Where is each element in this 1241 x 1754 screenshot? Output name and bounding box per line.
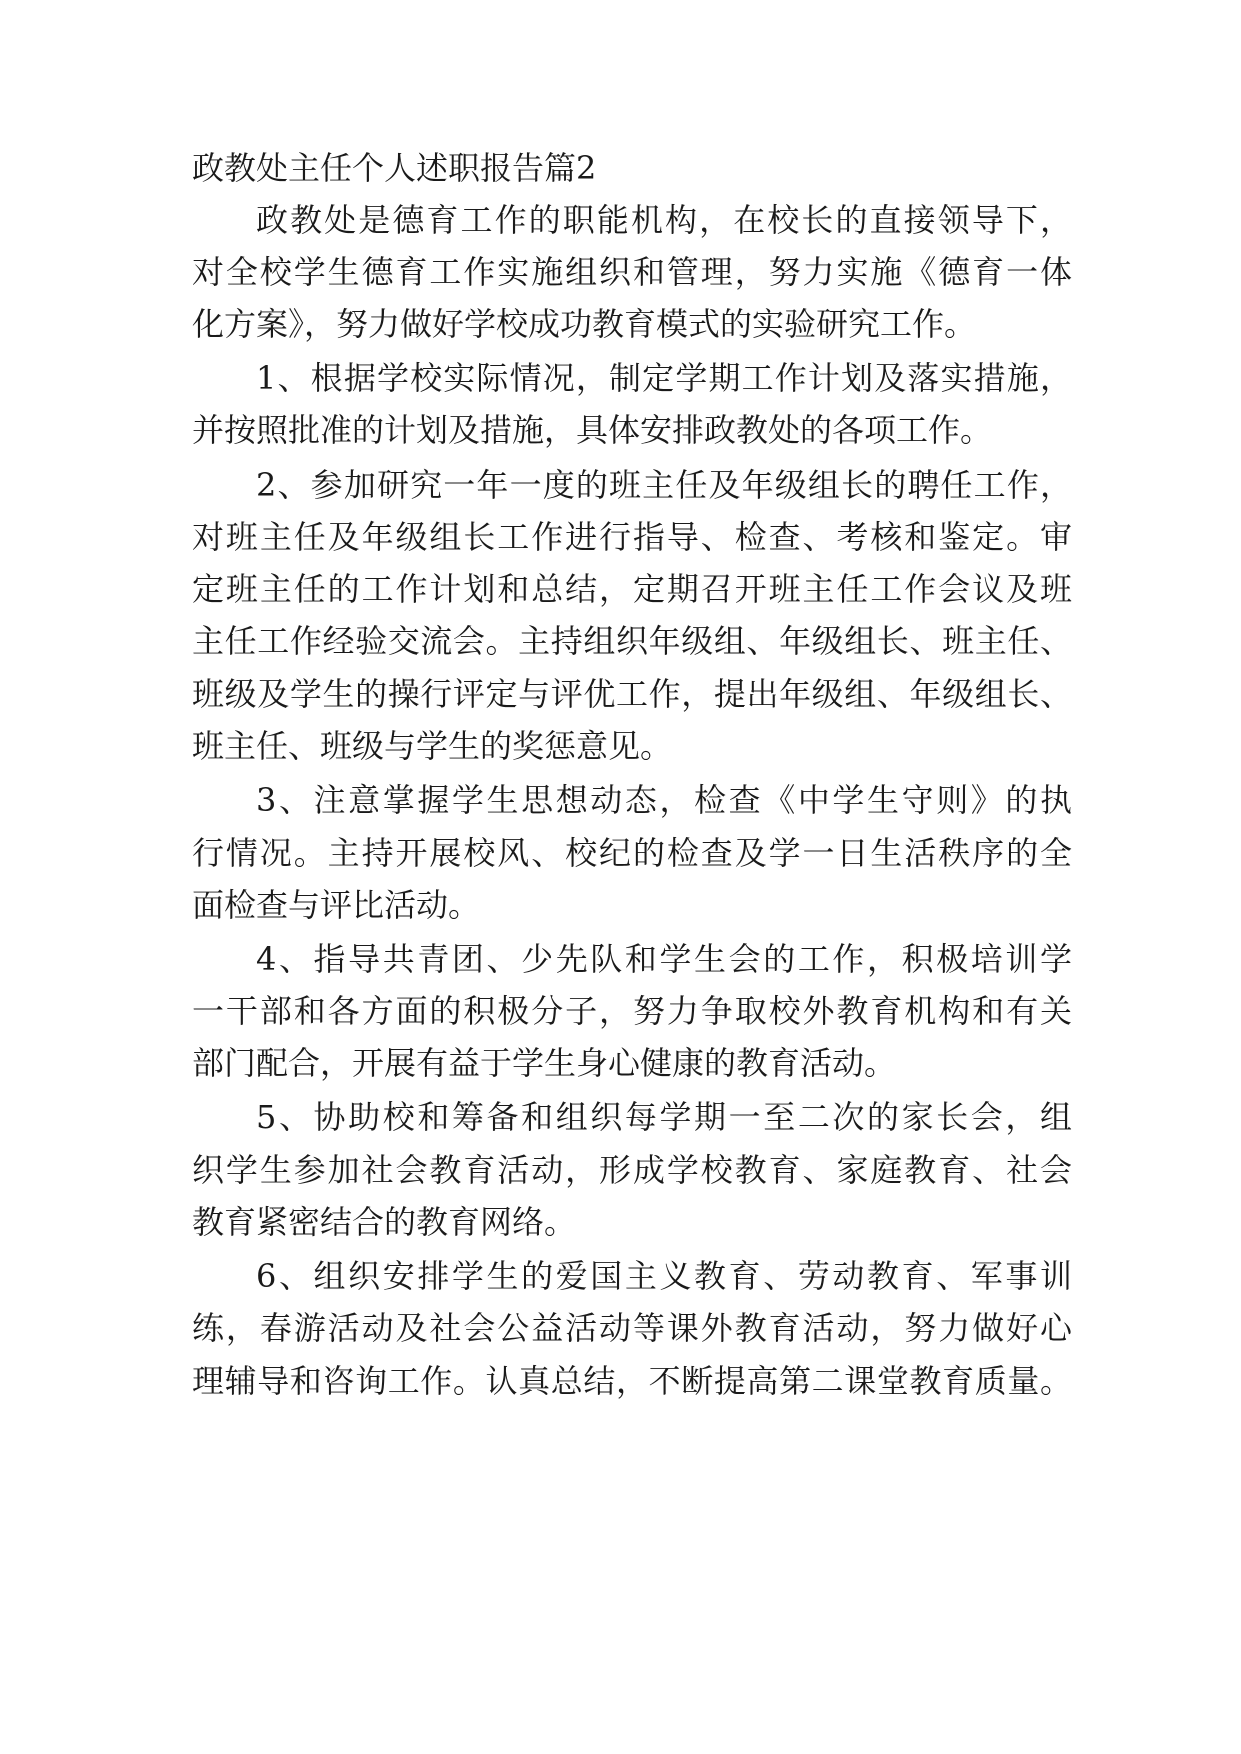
- paragraph-line: 对班主任及年级组长工作进行指导、检查、考核和鉴定。审: [192, 518, 1072, 556]
- paragraph-line: 一干部和各方面的积极分子，努力争取校外教育机构和有关: [192, 992, 1072, 1030]
- paragraph-line: 部门配合，开展有益于学生身心健康的教育活动。: [192, 1044, 897, 1082]
- paragraph-line: 织学生参加社会教育活动，形成学校教育、家庭教育、社会: [192, 1151, 1072, 1189]
- paragraph-line: 4、指导共青团、少先队和学生会的工作，积极培训学: [256, 940, 1072, 978]
- paragraph-line: 班主任、班级与学生的奖惩意见。: [192, 727, 673, 765]
- paragraph-line: 对全校学生德育工作实施组织和管理，努力实施《德育一体: [192, 253, 1072, 291]
- paragraph-line: 主任工作经验交流会。主持组织年级组、年级组长、班主任、: [192, 622, 1072, 660]
- paragraph-line: 3、注意掌握学生思想动态，检查《中学生守则》的执: [256, 781, 1072, 819]
- paragraph-line: 1、根据学校实际情况，制定学期工作计划及落实措施，: [256, 359, 1072, 397]
- paragraph-line: 理辅导和咨询工作。认真总结，不断提高第二课堂教育质量。: [192, 1362, 1072, 1400]
- paragraph-line: 行情况。主持开展校风、校纪的检查及学一日生活秩序的全: [192, 834, 1072, 872]
- paragraph-line: 面检查与评比活动。: [192, 886, 481, 924]
- paragraph-line: 政教处是德育工作的职能机构，在校长的直接领导下，: [256, 201, 1072, 239]
- paragraph-line: 教育紧密结合的教育网络。: [192, 1203, 577, 1241]
- paragraph-line: 6、组织安排学生的爱国主义教育、劳动教育、军事训: [256, 1257, 1072, 1295]
- paragraph-line: 5、协助校和筹备和组织每学期一至二次的家长会，组: [256, 1098, 1072, 1136]
- paragraph-line: 定班主任的工作计划和总结，定期召开班主任工作会议及班: [192, 570, 1072, 608]
- paragraph-line: 班级及学生的操行评定与评优工作，提出年级组、年级组长、: [192, 675, 1072, 713]
- paragraph-line: 化方案》，努力做好学校成功教育模式的实验研究工作。: [192, 305, 977, 343]
- paragraph-line: 练，春游活动及社会公益活动等课外教育活动，努力做好心: [192, 1309, 1072, 1347]
- paragraph-line: 并按照批准的计划及措施，具体安排政教处的各项工作。: [192, 411, 993, 449]
- document-title: 政教处主任个人述职报告篇2: [192, 149, 597, 187]
- paragraph-line: 2、参加研究一年一度的班主任及年级组长的聘任工作，: [256, 466, 1072, 504]
